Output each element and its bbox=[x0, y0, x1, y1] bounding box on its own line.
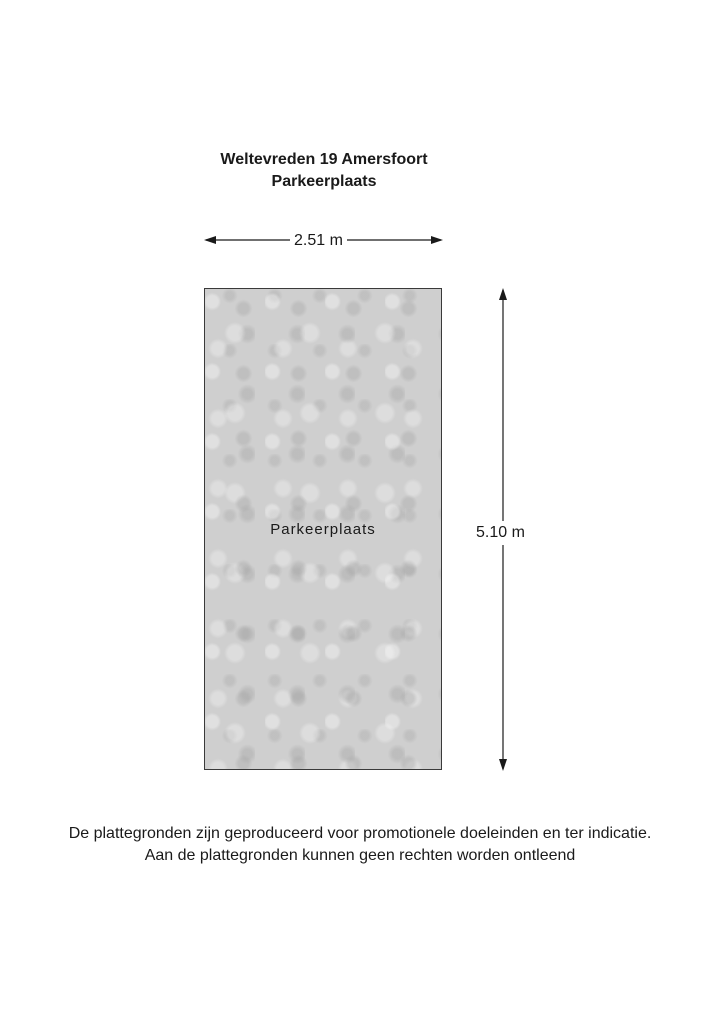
height-arrow-bottom-icon bbox=[499, 759, 507, 771]
disclaimer-line-1: De plattegronden zijn geproduceerd voor promotionele doeleinden en ter indicatie. bbox=[68, 825, 652, 842]
height-dimension-label: 5.10 m bbox=[476, 521, 525, 545]
width-arrow-right-icon bbox=[431, 236, 443, 244]
height-arrow-top-icon bbox=[499, 288, 507, 300]
width-dimension-label: 2.51 m bbox=[290, 231, 347, 251]
page-subtitle: Parkeerplaats bbox=[271, 173, 377, 190]
parking-space-room bbox=[204, 288, 442, 770]
page-title: Weltevreden 19 Amersfoort bbox=[220, 151, 428, 168]
disclaimer-line-2: Aan de plattegronden kunnen geen rechten worden ontleend bbox=[144, 847, 576, 864]
width-arrow-left-icon bbox=[204, 236, 216, 244]
room-label: Parkeerplaats bbox=[270, 521, 376, 538]
